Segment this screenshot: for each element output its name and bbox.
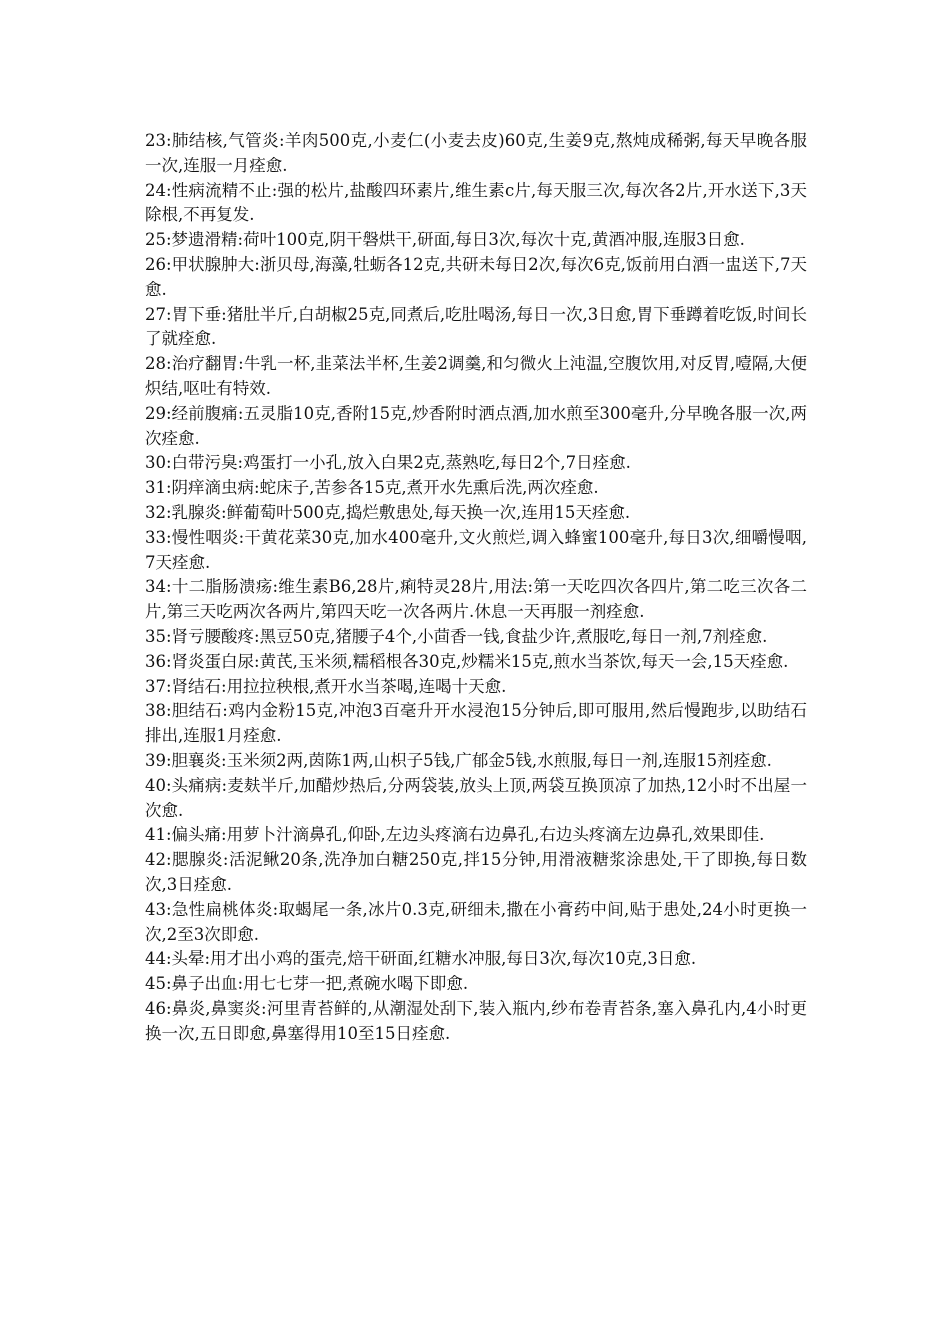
remedy-entry-36: 36:肾炎蛋白尿:黄芪,玉米须,糯稻根各30克,炒糯米15克,煎水当茶饮,每天一会,15天痊愈.: [145, 651, 789, 671]
remedy-entry-45: 45:鼻子出血:用七七芽一把,煮碗水喝下即愈.: [145, 974, 469, 994]
remedy-entry-37: 37:肾结石:用拉拉秧根,煮开水当茶喝,连喝十天愈.: [145, 676, 507, 696]
remedy-entry-43: 43:急性扁桃体炎:取蝎尾一条,冰片0.3克,研细未,撒在小膏药中间,贴于患处,24小时更换一次,2至3次即愈.: [145, 899, 807, 944]
remedy-entry-38: 38:胆结石:鸡内金粉15克,冲泡3百毫升开水浸泡15分钟后,即可服用,然后慢跑步,以助结石排出,连服1月痊愈.: [145, 701, 807, 746]
remedy-entry-44: 44:头晕:用才出小鸡的蛋壳,焙干研面,红糖水冲服,每日3次,每次10克,3日愈.: [145, 949, 697, 969]
remedy-entry-24: 24:性病流精不止:强的松片,盐酸四环素片,维生素c片,每天服三次,每次各2片,开水送下,3天除根,不再复发.: [145, 180, 807, 225]
remedy-entry-34: 34:十二脂肠溃疡:维生素B6,28片,痢特灵28片,用法:第一天吃四次各四片,第二吃三次各二片,第三天吃两次各两片,第四天吃一次各两片.休息一天再服一剂痊愈.: [145, 577, 807, 622]
remedy-entry-29: 29:经前腹痛:五灵脂10克,香附15克,炒香附时洒点酒,加水煎至300毫升,分早晚各服一次,两次痊愈.: [145, 403, 807, 448]
remedy-entry-35: 35:肾亏腰酸疼:黑豆50克,猪腰子4个,小茴香一钱,食盐少许,煮服吃,每日一剂,7剂痊愈.: [145, 626, 768, 646]
remedy-entry-26: 26:甲状腺肿大:浙贝母,海藻,牡蛎各12克,共研未每日2次,每次6克,饭前用白酒一盅送下,7天愈.: [145, 254, 807, 299]
remedy-entry-33: 33:慢性咽炎:干黄花菜30克,加水400毫升,文火煎烂,调入蜂蜜100毫升,每日3次,细嚼慢咽,7天痊愈.: [145, 527, 807, 572]
document-body: [145, 129, 807, 1046]
remedy-entry-23: 23:肺结核,气管炎:羊肉500克,小麦仁(小麦去皮)60克,生姜9克,熬炖成稀粥,每天早晚各服一次,连服一月痊愈.: [145, 131, 807, 175]
remedy-entry-41: 41:偏头痛:用萝卜汁滴鼻孔,仰卧,左边头疼滴右边鼻孔,右边头疼滴左边鼻孔,效果即佳.: [145, 825, 765, 845]
remedy-entry-39: 39:胆襄炎:玉米须2两,茵陈1两,山枳子5钱,广郁金5钱,水煎服,每日一剂,连服15剂痊愈.: [145, 750, 772, 770]
remedy-entry-42: 42:腮腺炎:活泥鳅20条,洗净加白糖250克,拌15分钟,用滑液糖浆涂患处,干了即换,每日数次,3日痊愈.: [145, 850, 807, 894]
remedy-entry-32: 32:乳腺炎:鲜葡萄叶500克,捣烂敷患处,每天换一次,连用15天痊愈.: [145, 502, 631, 522]
remedy-entry-28: 28:治疗翻胃:牛乳一杯,韭菜法半杯,生姜2调羹,和匀微火上沌温,空腹饮用,对反胃,噎隔,大便炽结,呕吐有特效.: [145, 354, 807, 398]
remedy-entry-27: 27:胃下垂:猪肚半斤,白胡椒25克,同煮后,吃肚喝汤,每日一次,3日愈,胃下垂蹲着吃饭,时间长了就痊愈.: [145, 304, 807, 349]
remedy-entry-30: 30:白带污臭:鸡蛋打一小孔,放入白果2克,蒸熟吃,每日2个,7日痊愈.: [145, 453, 631, 473]
remedy-entry-25: 25:梦遗滑精:荷叶100克,阴干磐烘干,研面,每日3次,每次十克,黄酒冲服,连服3日愈.: [145, 230, 745, 250]
remedy-entry-40: 40:头痛病:麦麸半斤,加醋炒热后,分两袋装,放头上顶,两袋互换顶凉了加热,12小时不出屋一次愈.: [145, 775, 807, 820]
remedy-entry-31: 31:阴痒滴虫病:蛇床子,苦参各15克,煮开水先熏后洗,两次痊愈.: [145, 478, 599, 498]
remedy-entry-46: 46:鼻炎,鼻窦炎:河里青苔鲜的,从潮湿处刮下,装入瓶内,纱布卷青苔条,塞入鼻孔内,4小时更换一次,五日即愈,鼻塞得用10至15日痊愈.: [145, 998, 807, 1043]
